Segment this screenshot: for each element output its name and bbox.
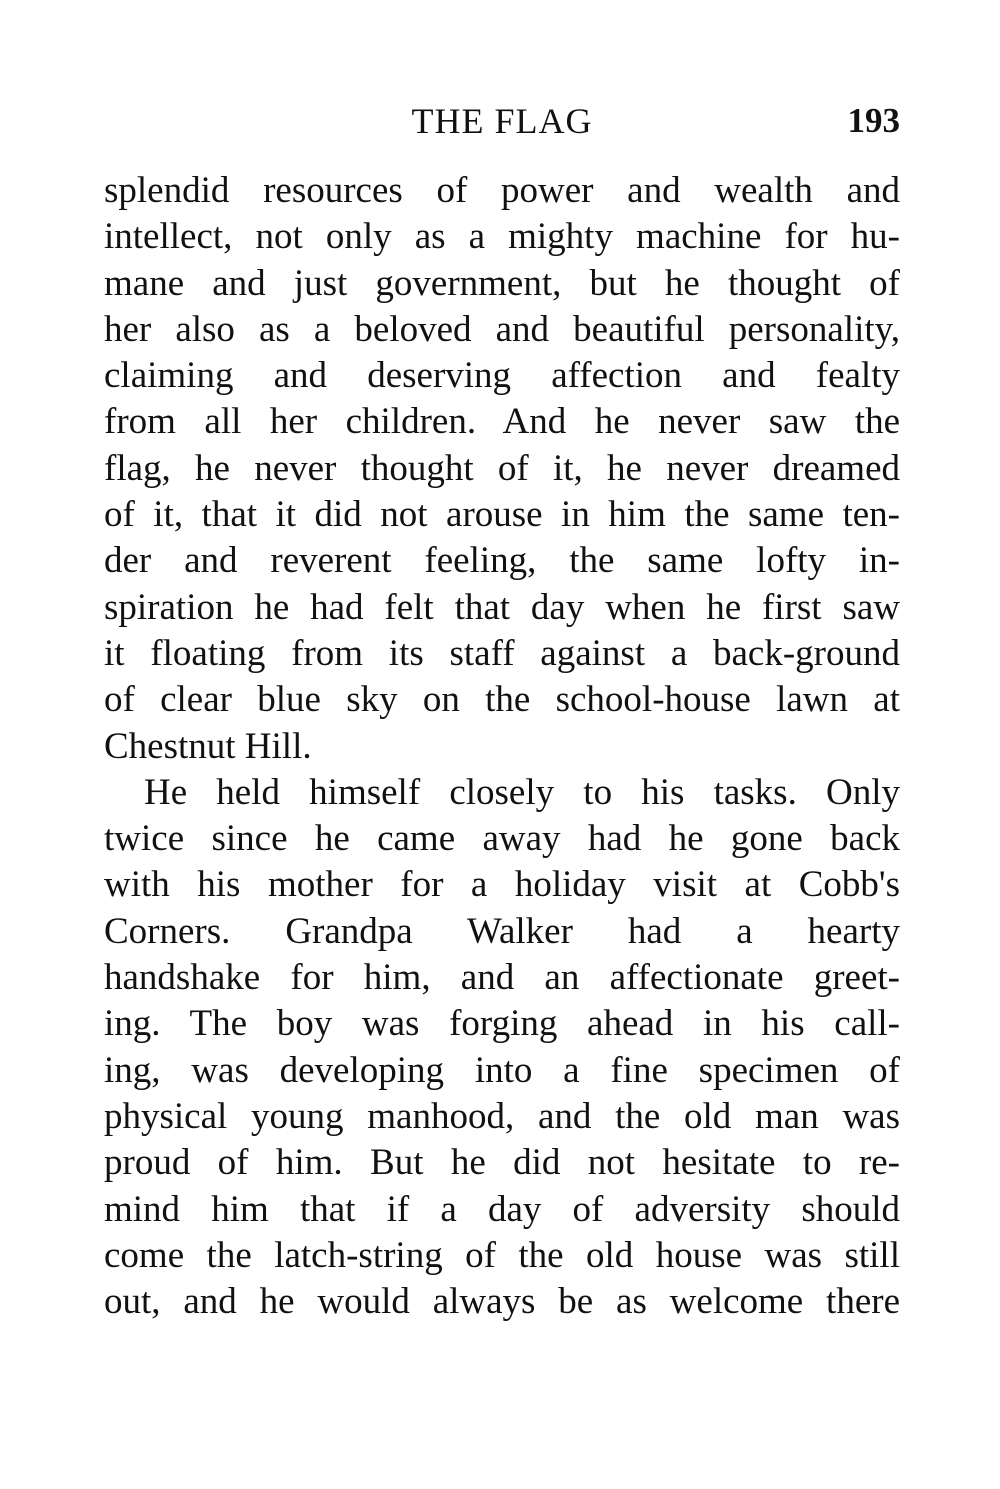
body-text xyxy=(104,168,900,1325)
paragraph xyxy=(104,770,900,1326)
text-line: her also as a beloved and beautiful personality, xyxy=(104,308,900,350)
text-line: twice since he came away had he gone back xyxy=(104,818,900,860)
text-line: ing, was developing into a fine specimen of xyxy=(104,1049,900,1091)
text-line: mind him that if a day of adversity should xyxy=(104,1188,900,1230)
paragraph xyxy=(104,168,900,770)
text-line: ing. The boy was forging ahead in his call- xyxy=(104,1003,900,1045)
text-line: out, and he would always be as welcome there xyxy=(104,1281,900,1323)
text-line: physical young manhood, and the old man was xyxy=(104,1095,900,1137)
text-line: intellect, not only as a mighty machine for hu- xyxy=(104,216,900,258)
text-line: der and reverent feeling, the same lofty in- xyxy=(104,540,900,582)
text-line: handshake for him, and an affectionate greet- xyxy=(104,957,900,999)
text-line: it floating from its staff against a back-ground xyxy=(104,632,900,674)
text-line: of it, that it did not arouse in him the same ten- xyxy=(104,494,900,536)
text-line: flag, he never thought of it, he never dreamed xyxy=(104,447,900,489)
text-line: of clear blue sky on the school-house lawn at xyxy=(104,679,900,721)
running-header xyxy=(104,96,900,146)
text-line: spiration he had felt that day when he first saw xyxy=(104,586,900,628)
text-line: Corners. Grandpa Walker had a hearty xyxy=(104,910,900,952)
page-number: 193 xyxy=(847,101,900,140)
text-line: He held himself closely to his tasks. Only xyxy=(144,771,900,813)
text-line: claiming and deserving affection and fealty xyxy=(104,355,900,397)
text-line: with his mother for a holiday visit at Cobb's xyxy=(104,864,900,906)
text-line: proud of him. But he did not hesitate to re- xyxy=(104,1142,900,1184)
text-line: mane and just government, but he thought of xyxy=(104,262,900,304)
running-title: THE FLAG xyxy=(411,101,593,141)
text-line: from all her children. And he never saw the xyxy=(104,401,900,443)
text-line: come the latch-string of the old house was still xyxy=(104,1234,900,1276)
text-line: Chestnut Hill. xyxy=(104,725,312,767)
text-line: splendid resources of power and wealth and xyxy=(104,170,900,211)
